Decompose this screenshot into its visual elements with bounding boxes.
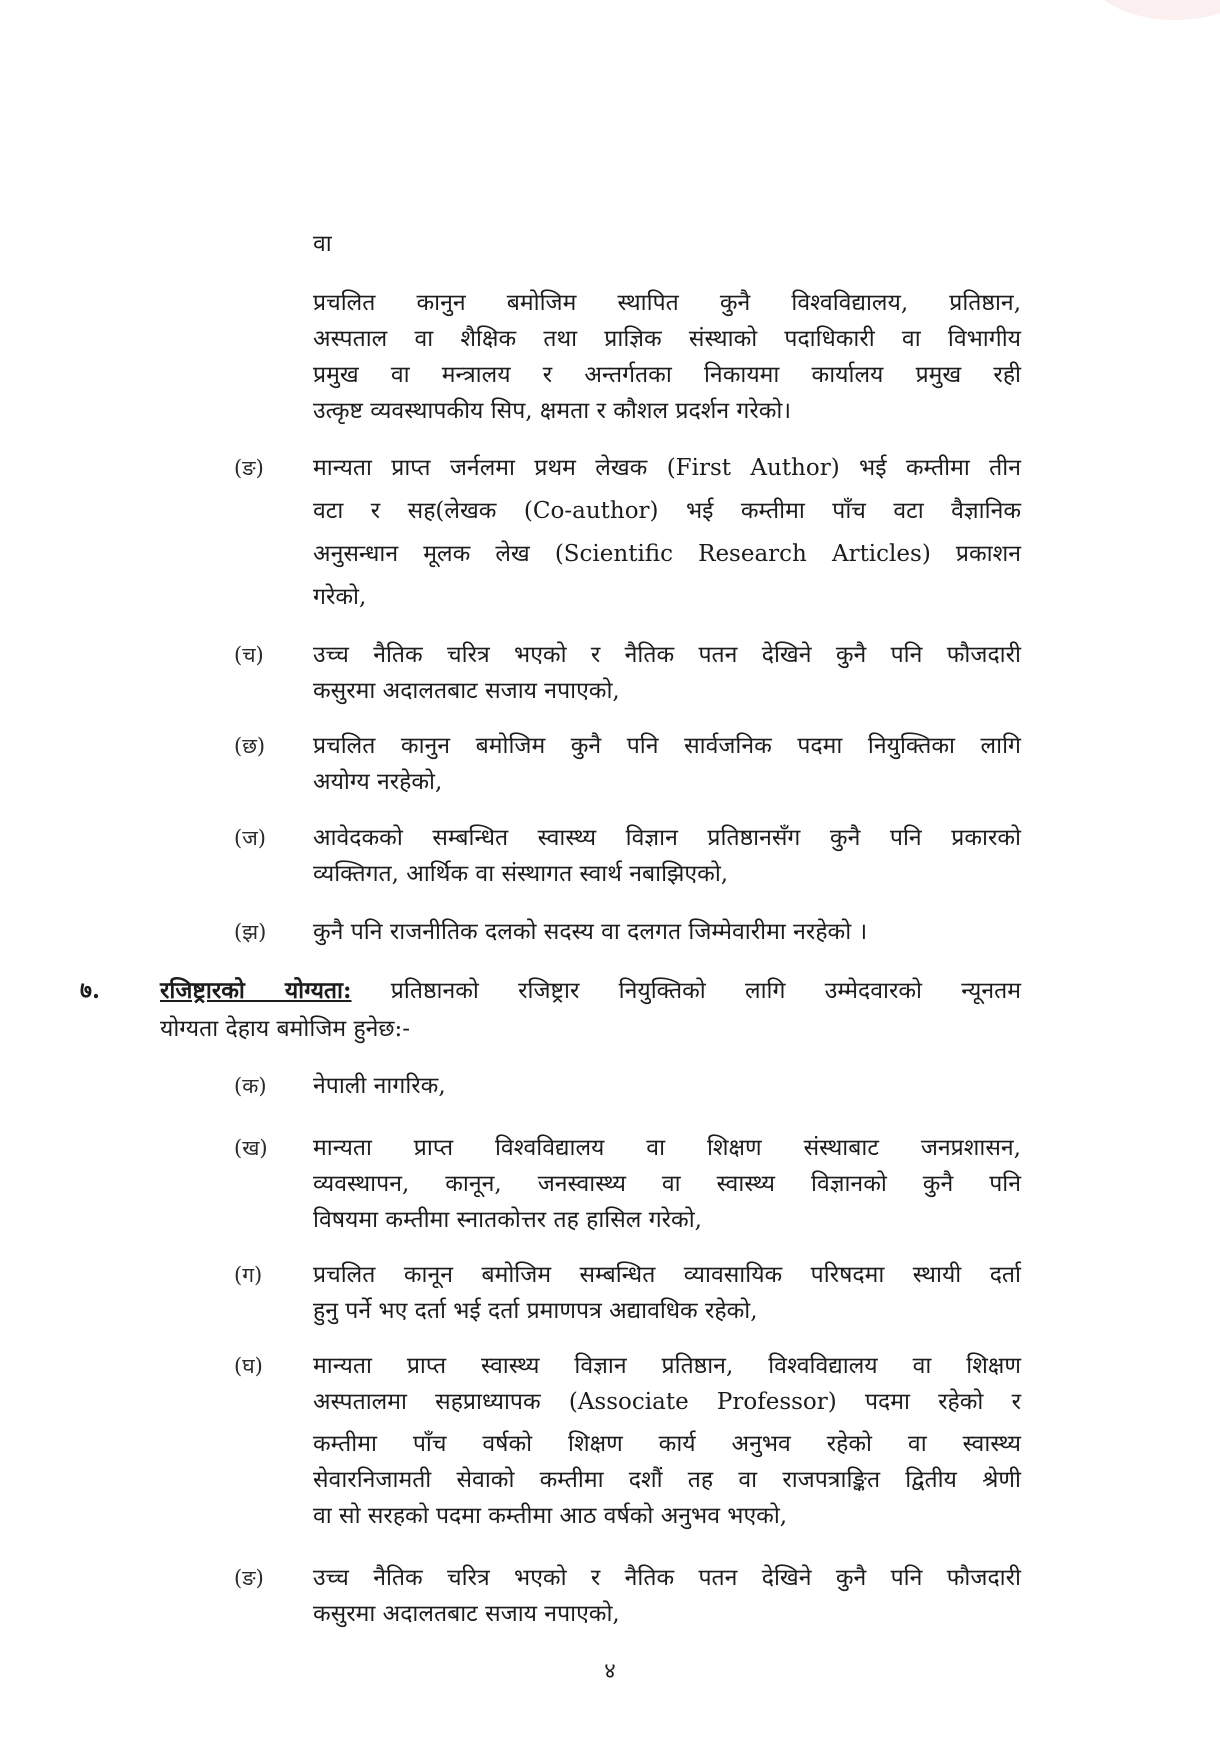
intro-line: प्रमुख वा मन्त्रालय र अन्तर्गतका निकायमा कार्यालय प्रमुख रही: [313, 362, 1021, 388]
or-text: वा: [313, 231, 332, 257]
clause-text: [313, 820, 1021, 892]
clause-line: कसुरमा अदालतबाट सजाय नपाएको,: [313, 678, 620, 704]
section-body: [160, 972, 1021, 1048]
clause-marker: (ङ): [234, 456, 264, 480]
clause-text: [313, 1560, 1021, 1632]
clause-text: [313, 914, 1021, 950]
clause-text: [313, 1068, 1021, 1104]
clause-text: [313, 447, 1021, 619]
clause-line: विषयमा कम्तीमा स्नातकोत्तर तह हासिल गरेको,: [313, 1207, 702, 1233]
clause-line: वा सो सरहको पदमा कम्तीमा आठ वर्षको अनुभव भएको,: [313, 1503, 788, 1529]
clause-line: सेवारनिजामती सेवाको कम्तीमा दशौं तह वा राजपत्राङ्कित द्वितीय श्रेणी: [313, 1467, 1021, 1493]
clause-text: [313, 1257, 1021, 1329]
intro-line: उत्कृष्ट व्यवस्थापकीय सिप, क्षमता र कौशल प्रदर्शन गरेको।: [313, 398, 792, 424]
clause-line: कम्तीमा पाँच वर्षको शिक्षण कार्य अनुभव रहेको वा स्वास्थ्य: [313, 1431, 1021, 1457]
clause-line: मान्यता प्राप्त स्वास्थ्य विज्ञान प्रतिष्ठान, विश्वविद्यालय वा शिक्षण: [313, 1353, 1021, 1379]
intro-paragraph: [313, 285, 1021, 429]
clause-marker: (ख): [234, 1136, 268, 1160]
clause-text: [313, 637, 1021, 709]
corner-decoration: [1090, 0, 1220, 20]
clause-line: कसुरमा अदालतबाट सजाय नपाएको,: [313, 1601, 620, 1627]
or-connector: [313, 226, 1021, 262]
clause-text: [313, 1348, 1021, 1534]
clause-line: अस्पतालमा सहप्राध्यापक (Associate Professor) पदमा रहेको र: [313, 1389, 1021, 1415]
clause-line: कुनै पनि राजनीतिक दलको सदस्य वा दलगत जिम्मेवारीमा नरहेको ।: [313, 919, 868, 945]
clause-text: [313, 728, 1021, 800]
clause-marker: (ङ): [234, 1566, 264, 1590]
clause-line: अनुसन्धान मूलक लेख (Scientific Research Articles) प्रकाशन: [313, 541, 1021, 567]
section-line: योग्यता देहाय बमोजिम हुनेछ:-: [160, 1016, 411, 1042]
clause-line: गरेको,: [313, 584, 367, 610]
clause-marker: (च): [234, 643, 264, 667]
clause-line: प्रचलित कानून बमोजिम सम्बन्धित व्यावसायिक परिषदमा स्थायी दर्ता: [313, 1262, 1021, 1288]
clause-line: अयोग्य नरहेको,: [313, 769, 443, 795]
section-number: ७.: [80, 977, 100, 1004]
clause-line: हुनु पर्ने भए दर्ता भई दर्ता प्रमाणपत्र अद्यावधिक रहेको,: [313, 1298, 758, 1324]
clause-marker: (झ): [234, 920, 267, 944]
clause-line: नेपाली नागरिक,: [313, 1073, 446, 1099]
section-title: रजिष्ट्रारको योग्यता:: [160, 977, 352, 1004]
clause-marker: (ज): [234, 826, 266, 850]
clause-line: उच्च नैतिक चरित्र भएको र नैतिक पतन देखिने कुनै पनि फौजदारी: [313, 1565, 1021, 1591]
clause-marker: (घ): [234, 1354, 263, 1378]
clause-line: व्यक्तिगत, आर्थिक वा संस्थागत स्वार्थ नबाझिएको,: [313, 861, 729, 887]
clause-line: वटा र सह(लेखक (Co-author) भई कम्तीमा पाँच वटा वैज्ञानिक: [313, 498, 1021, 524]
clause-line: आवेदकको सम्बन्धित स्वास्थ्य विज्ञान प्रतिष्ठानसँग कुनै पनि प्रकारको: [313, 825, 1021, 851]
intro-line: प्रचलित कानुन बमोजिम स्थापित कुनै विश्वविद्यालय, प्रतिष्ठान,: [313, 290, 1021, 316]
clause-line: मान्यता प्राप्त जर्नलमा प्रथम लेखक (First Author) भई कम्तीमा तीन: [313, 455, 1021, 481]
intro-line: अस्पताल वा शैक्षिक तथा प्राज्ञिक संस्थाको पदाधिकारी वा विभागीय: [313, 326, 1021, 352]
clause-line: मान्यता प्राप्त विश्वविद्यालय वा शिक्षण संस्थाबाट जनप्रशासन,: [313, 1135, 1021, 1161]
clause-line: उच्च नैतिक चरित्र भएको र नैतिक पतन देखिने कुनै पनि फौजदारी: [313, 642, 1021, 668]
clause-marker: (छ): [234, 734, 266, 758]
clause-marker: (क): [234, 1074, 267, 1098]
clause-marker: (ग): [234, 1263, 263, 1287]
section-line: [160, 972, 1021, 1010]
clause-text: [313, 1130, 1021, 1238]
clause-line: व्यवस्थापन, कानून, जनस्वास्थ्य वा स्वास्थ्य विज्ञानको कुनै पनि: [313, 1171, 1021, 1197]
section-text: प्रतिष्ठानको रजिष्ट्रार नियुक्तिको लागि उम्मेदवारको न्यूनतम: [390, 978, 1022, 1004]
page-number: ४: [604, 1659, 616, 1684]
clause-line: प्रचलित कानुन बमोजिम कुनै पनि सार्वजनिक पदमा नियुक्तिका लागि: [313, 733, 1021, 759]
